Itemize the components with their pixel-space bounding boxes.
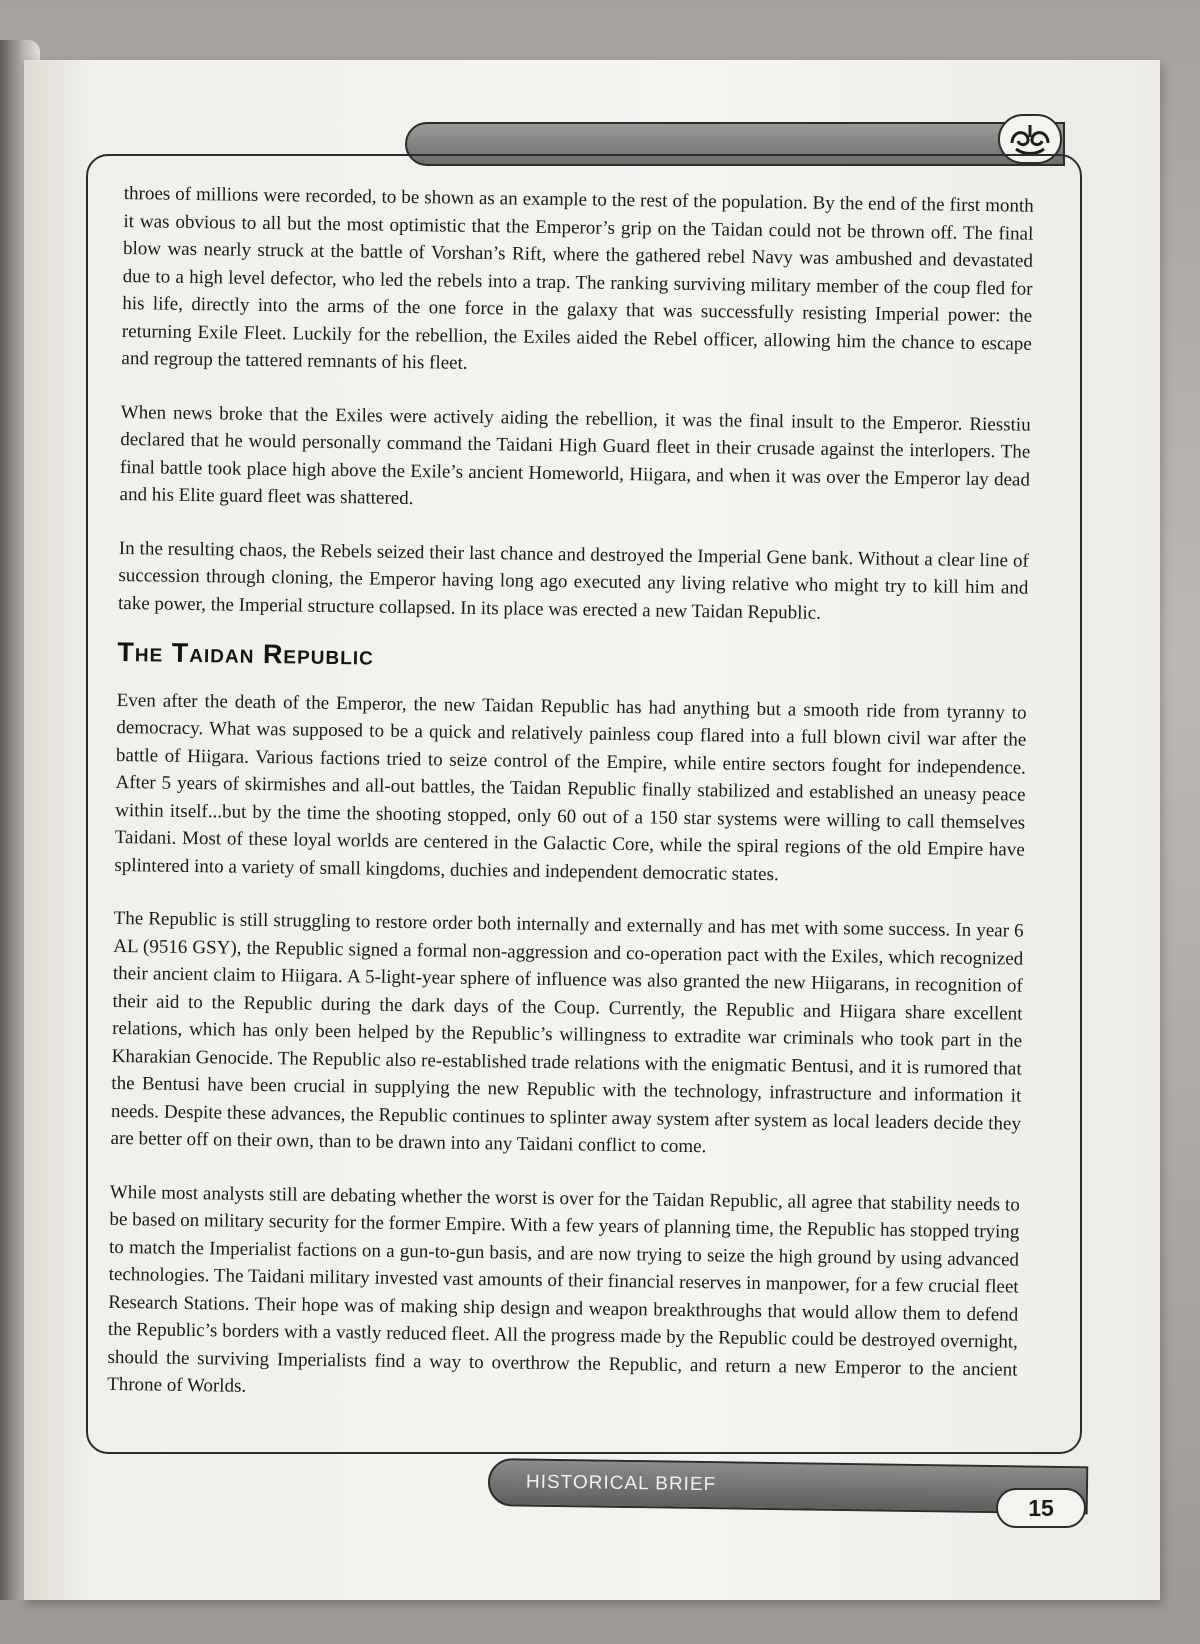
page-number: 15 [996,1488,1086,1528]
paragraph: The Republic is still struggling to restore order both internally and externally and has met with some success. In year 6 AL (9516 GSY), the Republic signed a formal non-aggression and co-operation pact with the Exiles, which recognized their ancient claim to Hiigara. A 5-light-year sphere of influence was also granted the new Hiigarans, in recognition of their aid to the Republic during the dark days of the Coup. Currently, the Republic and Hiigara share excellent relations, which has only been helped by the Republic’s willingness to extradite war criminals who took part in the Kharakian Genocide. The Republic also re-established trade relations with the enigmatic Bentusi, and it is rumored that the Bentusi have been crucial in supplying the new Republic with the technology, infrastructure and information it needs. Despite these advances, the Republic continues to splinter away system after system as local leaders decide they are better off on their own, than to be drawn into any Taidani conflict to come. [110,907,1024,1158]
paragraph: In the resulting chaos, the Rebels seized their last chance and destroyed the Imperial Gene bank. Without a clear line of succession through cloning, the Emperor having long ago executed any living relative who might try to kill him and take power, the Imperial structure collapsed. In its place was erected a new Taidan Republic. [117,537,1029,624]
paragraph: throes of millions were recorded, to be shown as an example to the rest of the population. By the end of the first month it was obvious to all but the most optimistic that the Emperor’s grip on the Taidan could not be thrown off. The final blow was nearly struck at the battle of Vorshan’s Rift, where the gathered rebel Navy was ambushed and devastated due to a high level defector, who led the rebels into a trap. The ranking surviving military member of the coup fled for his life, directly into the arms of the one force in the galaxy that was successfully resisting Imperial power: the returning Exile Fleet. Luckily for the rebellion, the Exiles aided the Rebel officer, allowing him the chance to escape and regroup the tattered remnants of his fleet. [121,182,1034,374]
footer-label: HISTORICAL BRIEF [525,1471,717,1496]
paragraph: Even after the death of the Emperor, the new Taidan Republic has had anything but a smooth ride from tyranny to democracy. What was supposed to be a quick and relatively painless coup flared into a full blown civil war after the battle of Hiigara. Various factions tried to seize control of the Empire, while entire sectors fought for independence. After 5 years of skirmishes and all-out battles, the Taidan Republic finally stabilized and established an uneasy peace within itself...but by the time the shooting stopped, only 60 out of a 150 star systems were willing to call themselves Taidani. Most of these loyal worlds are centered in the Galactic Core, while the spiral regions of the old Empire have splintered into a variety of small kingdoms, duchies and independent democratic states. [114,689,1027,885]
paragraph: When news broke that the Exiles were actively aiding the rebellion, it was the final insult to the Emperor. Riesstiu declared that he would personally command the Taidani High Guard fleet in their crusade against the interlopers. The final battle took place high above the Exile’s ancient Homeworld, Hiigara, and when it was over the Emperor lay dead and his Elite guard fleet was shattered. [119,401,1031,510]
article-body [107,180,1034,1437]
swirl-emblem-icon-graphic [1006,121,1054,157]
paragraph: While most analysts still are debating whether the worst is over for the Taidan Republic, all agree that stability needs to be based on military security for the former Empire. With a few years of planning time, the Republic has stopped trying to match the Imperialist factions on a gun-to-gun basis, and are now trying to seize the high ground by using advanced technologies. The Taidani military invested vast amounts of their financial reserves in manpower, for a few crucial fleet Research Stations. Their hope was of making ship design and weapon breakthroughs that would allow them to defend the Republic’s borders with a vastly reduced fleet. All the progress made by the Republic could be destroyed overnight, should the surviving Imperialists find a way to overthrow the Republic, and return a new Emperor to the ancient Throne of Worlds. [107,1181,1020,1397]
section-heading: The Taidan Republic [117,636,375,671]
